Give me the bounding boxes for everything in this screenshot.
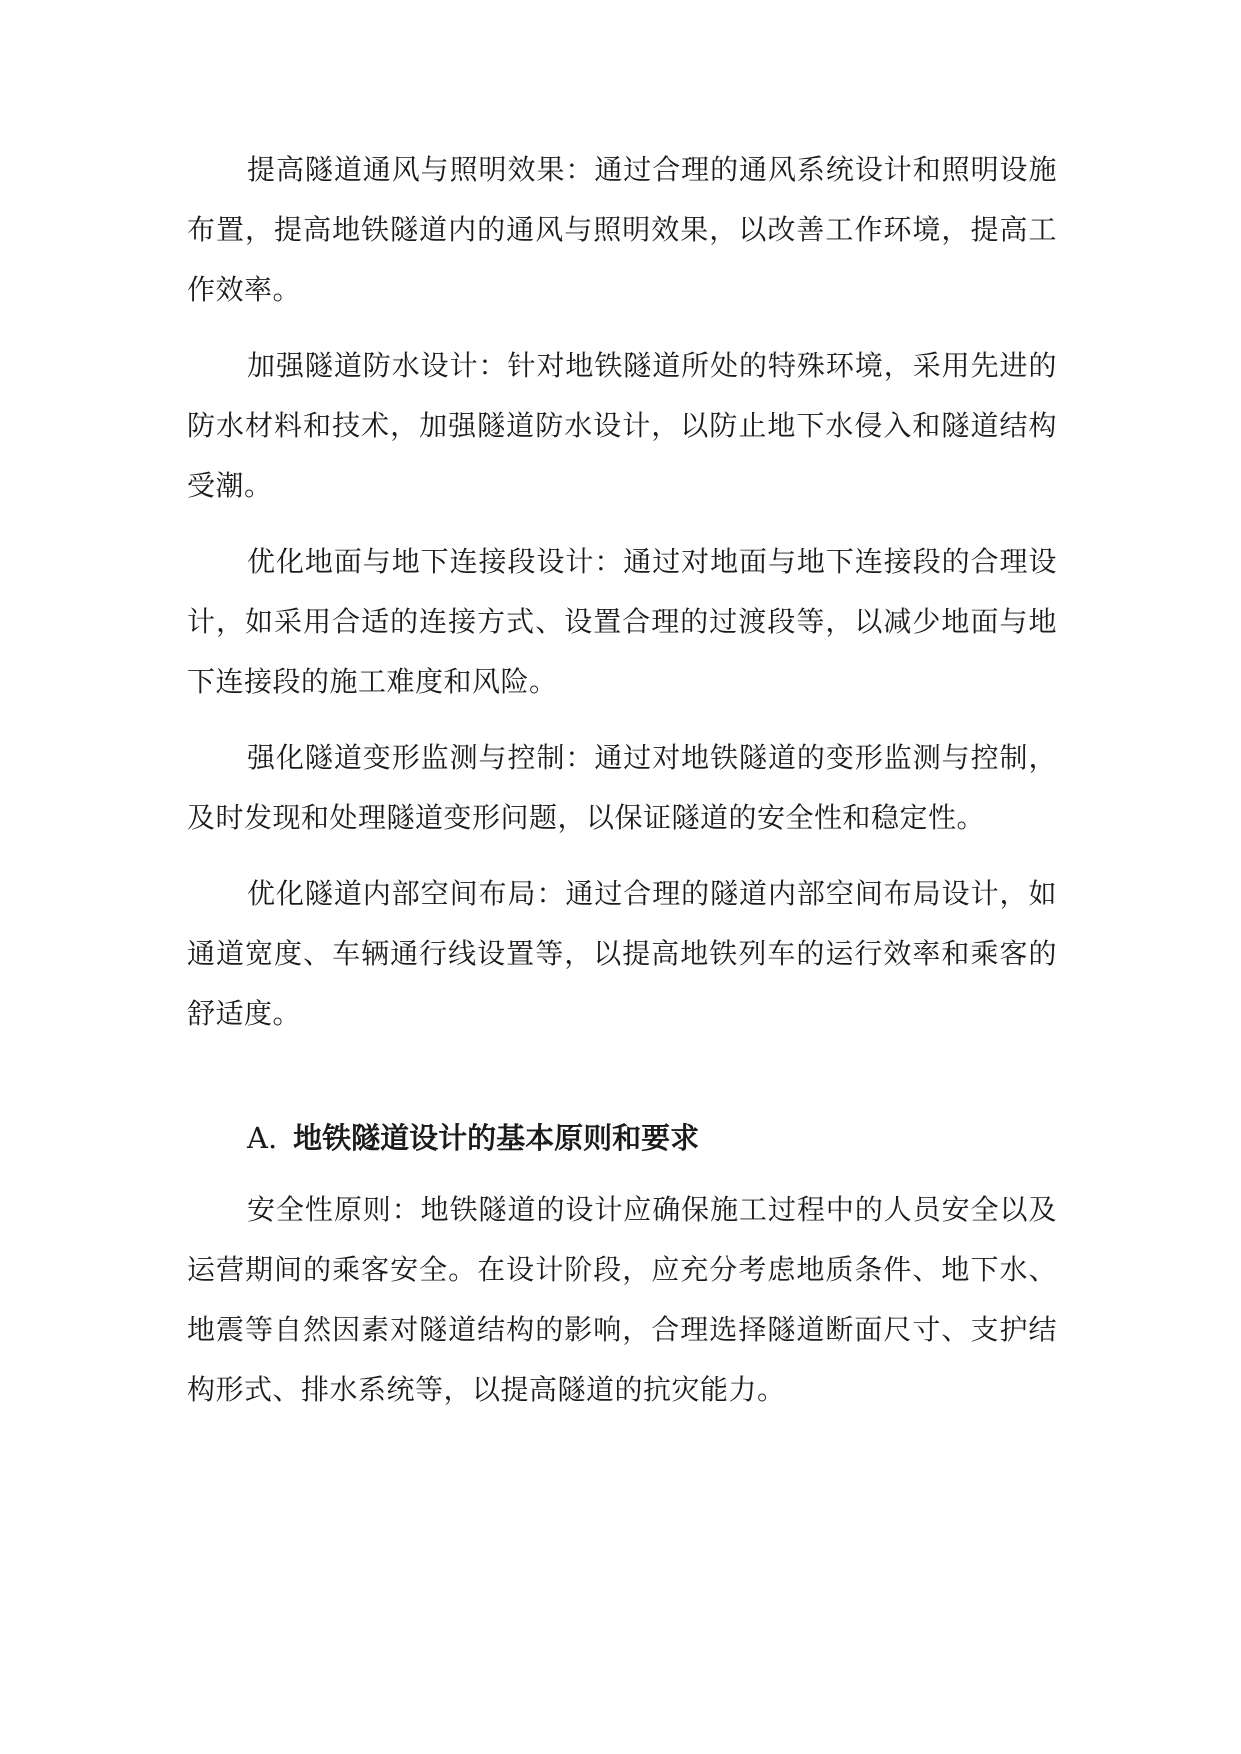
paragraph-safety-principle: 安全性原则：地铁隧道的设计应确保施工过程中的人员安全以及运营期间的乘客安全。在设计阶段，应充分考虑地质条件、地下水、地震等自然因素对隧道结构的影响，合理选择隧道断面尺寸、支护结构形式、排水系统等，以提高隧道的抗灾能力。 xyxy=(187,1193,1057,1406)
paragraph-waterproofing: 加强隧道防水设计：针对地铁隧道所处的特殊环境，采用先进的防水材料和技术，加强隧道防水设计，以防止地下水侵入和隧道结构受潮。 xyxy=(187,349,1057,502)
section-heading-prefix: A. xyxy=(247,1121,278,1155)
section-heading-title: 地铁隧道设计的基本原则和要求 xyxy=(293,1121,700,1155)
document-body xyxy=(187,140,1057,1436)
paragraph-connection-section: 优化地面与地下连接段设计：通过对地面与地下连接段的合理设计，如采用合适的连接方式、设置合理的过渡段等，以减少地面与地下连接段的施工难度和风险。 xyxy=(187,545,1057,698)
paragraph-ventilation-lighting: 提高隧道通风与照明效果：通过合理的通风系统设计和照明设施布置，提高地铁隧道内的通风与照明效果，以改善工作环境，提高工作效率。 xyxy=(187,153,1057,306)
section-heading xyxy=(187,1108,1057,1168)
paragraph-internal-layout: 优化隧道内部空间布局：通过合理的隧道内部空间布局设计，如通道宽度、车辆通行线设置等，以提高地铁列车的运行效率和乘客的舒适度。 xyxy=(187,877,1057,1030)
paragraph-deformation-monitoring: 强化隧道变形监测与控制：通过对地铁隧道的变形监测与控制，及时发现和处理隧道变形问题，以保证隧道的安全性和稳定性。 xyxy=(187,741,1057,834)
